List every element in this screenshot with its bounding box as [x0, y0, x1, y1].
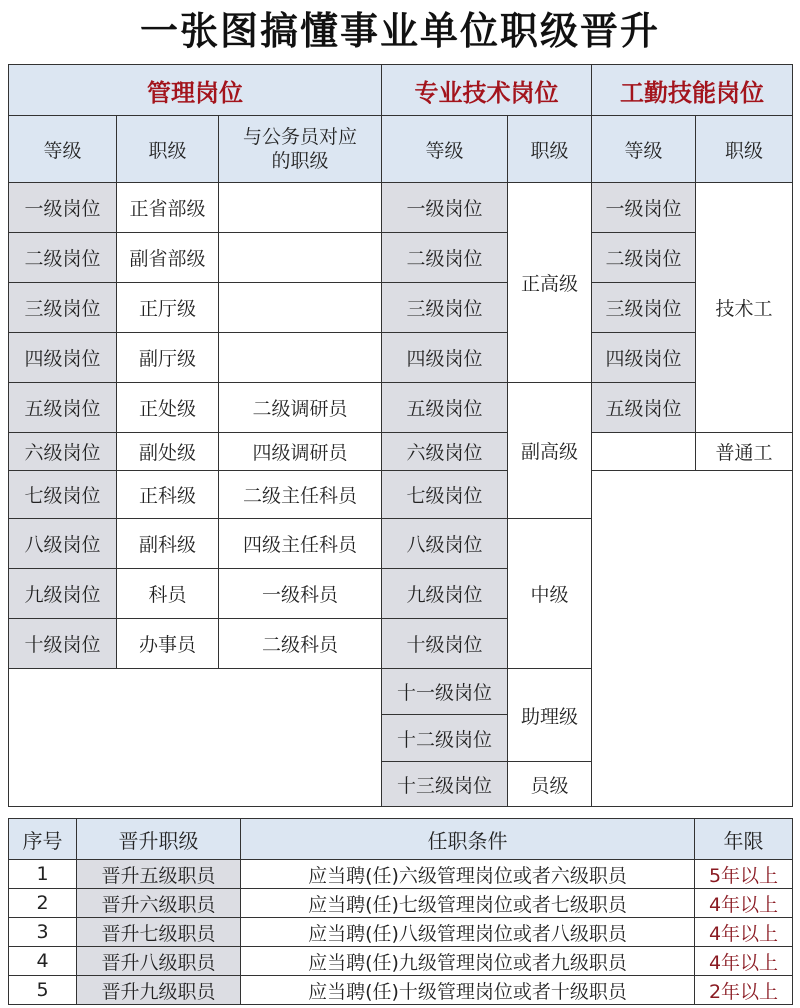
header-no: 序号 [9, 819, 77, 860]
promotion-row [9, 976, 793, 1005]
professional-grade: 五级岗位 [382, 383, 508, 433]
management-rank: 办事员 [117, 619, 219, 669]
promotion-target: 晋升八级职员 [77, 947, 241, 976]
professional-grade: 八级岗位 [382, 519, 508, 569]
col-header-grade: 等级 [592, 116, 696, 183]
civil-equiv-rank: 二级调研员 [219, 383, 382, 433]
promotion-target: 晋升五级职员 [77, 860, 241, 889]
civil-equiv-rank [219, 183, 382, 233]
management-grade: 八级岗位 [9, 519, 117, 569]
table-row [9, 433, 793, 471]
civil-equiv-rank: 四级主任科员 [219, 519, 382, 569]
management-grade: 三级岗位 [9, 283, 117, 333]
management-grade: 二级岗位 [9, 233, 117, 283]
civil-equiv-rank [219, 283, 382, 333]
management-grade: 七级岗位 [9, 471, 117, 519]
empty-area [592, 471, 793, 807]
col-header-grade: 等级 [382, 116, 508, 183]
promotion-row [9, 918, 793, 947]
promotion-row [9, 860, 793, 889]
table-row [9, 233, 793, 283]
promotion-target: 晋升七级职员 [77, 918, 241, 947]
col-header-rank: 职级 [508, 116, 592, 183]
management-rank: 副科级 [117, 519, 219, 569]
row-number: 2 [9, 889, 77, 918]
section-management: 管理岗位 [9, 65, 382, 116]
management-rank: 副厅级 [117, 333, 219, 383]
row-number: 4 [9, 947, 77, 976]
header-condition: 任职条件 [241, 819, 695, 860]
promotion-target: 晋升六级职员 [77, 889, 241, 918]
professional-grade: 四级岗位 [382, 333, 508, 383]
row-number: 3 [9, 918, 77, 947]
work-grade: 三级岗位 [592, 283, 696, 333]
promotion-table [8, 818, 793, 1005]
management-rank: 科员 [117, 569, 219, 619]
work-grade-empty [592, 433, 696, 471]
professional-rank: 助理级 [508, 669, 592, 762]
promotion-years: 2年以上 [695, 976, 793, 1005]
management-rank: 副省部级 [117, 233, 219, 283]
position-rank-table [8, 64, 793, 807]
col-header-civil-equiv-text: 与公务员对应的职级 [242, 126, 357, 172]
promotion-condition: 应当聘(任)七级管理岗位或者七级职员 [241, 889, 695, 918]
row-number: 1 [9, 860, 77, 889]
table-row [9, 383, 793, 433]
management-rank: 正科级 [117, 471, 219, 519]
civil-equiv-rank: 一级科员 [219, 569, 382, 619]
section-professional: 专业技术岗位 [382, 65, 592, 116]
professional-rank: 正高级 [508, 183, 592, 383]
professional-grade: 十级岗位 [382, 619, 508, 669]
civil-equiv-rank: 二级科员 [219, 619, 382, 669]
work-rank: 普通工 [696, 433, 793, 471]
section-work: 工勤技能岗位 [592, 65, 793, 116]
promotion-years: 4年以上 [695, 947, 793, 976]
col-header-rank: 职级 [117, 116, 219, 183]
professional-rank: 副高级 [508, 383, 592, 519]
management-grade: 九级岗位 [9, 569, 117, 619]
management-grade: 四级岗位 [9, 333, 117, 383]
promotion-condition: 应当聘(任)九级管理岗位或者九级职员 [241, 947, 695, 976]
civil-equiv-rank: 四级调研员 [219, 433, 382, 471]
professional-grade: 九级岗位 [382, 569, 508, 619]
work-grade: 五级岗位 [592, 383, 696, 433]
col-header-grade: 等级 [9, 116, 117, 183]
management-grade: 十级岗位 [9, 619, 117, 669]
promotion-condition: 应当聘(任)六级管理岗位或者六级职员 [241, 860, 695, 889]
promotion-row [9, 947, 793, 976]
work-grade: 一级岗位 [592, 183, 696, 233]
promotion-years: 4年以上 [695, 889, 793, 918]
professional-grade: 七级岗位 [382, 471, 508, 519]
work-grade: 四级岗位 [592, 333, 696, 383]
management-grade: 六级岗位 [9, 433, 117, 471]
promotion-condition: 应当聘(任)八级管理岗位或者八级职员 [241, 918, 695, 947]
promotion-target: 晋升九级职员 [77, 976, 241, 1005]
empty-area [9, 669, 382, 807]
management-rank: 副处级 [117, 433, 219, 471]
row-number: 5 [9, 976, 77, 1005]
work-grade: 二级岗位 [592, 233, 696, 283]
page-title: 一张图搞懂事业单位职级晋升 [139, 9, 660, 53]
professional-grade: 十三级岗位 [382, 762, 508, 807]
table-row [9, 333, 793, 383]
civil-equiv-rank: 二级主任科员 [219, 471, 382, 519]
table-row [9, 283, 793, 333]
promotion-years: 5年以上 [695, 860, 793, 889]
work-rank: 技术工 [696, 183, 793, 433]
management-rank: 正省部级 [117, 183, 219, 233]
management-rank: 正厅级 [117, 283, 219, 333]
professional-grade: 二级岗位 [382, 233, 508, 283]
management-rank: 正处级 [117, 383, 219, 433]
promotion-condition: 应当聘(任)十级管理岗位或者十级职员 [241, 976, 695, 1005]
professional-grade: 一级岗位 [382, 183, 508, 233]
civil-equiv-rank [219, 233, 382, 283]
professional-rank: 员级 [508, 762, 592, 807]
professional-grade: 十二级岗位 [382, 715, 508, 762]
professional-rank: 中级 [508, 519, 592, 669]
professional-grade: 十一级岗位 [382, 669, 508, 715]
col-header-rank: 职级 [696, 116, 793, 183]
promotion-row [9, 889, 793, 918]
promotion-years: 4年以上 [695, 918, 793, 947]
header-target: 晋升职级 [77, 819, 241, 860]
management-grade: 一级岗位 [9, 183, 117, 233]
header-years: 年限 [695, 819, 793, 860]
management-grade: 五级岗位 [9, 383, 117, 433]
table-row [9, 183, 793, 233]
professional-grade: 三级岗位 [382, 283, 508, 333]
professional-grade: 六级岗位 [382, 433, 508, 471]
civil-equiv-rank [219, 333, 382, 383]
col-header-civil-equiv [219, 116, 382, 183]
table-row [9, 471, 793, 519]
